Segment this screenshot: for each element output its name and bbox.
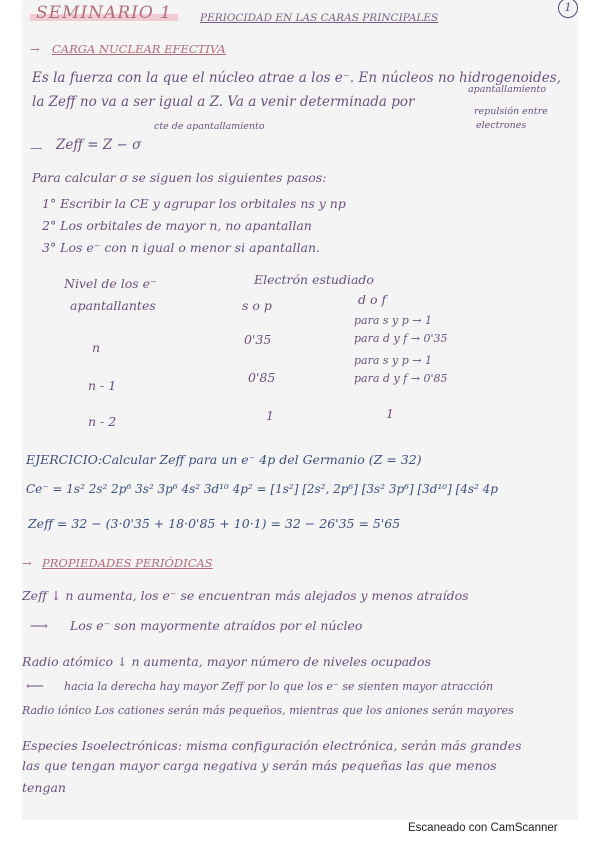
- property-line: Radio atómico ↓ n aumenta, mayor número de niveles ocupados: [22, 654, 432, 669]
- table-header-left: apantallantes: [70, 298, 156, 313]
- margin-note: repulsión entre: [474, 106, 548, 117]
- paragraph-line: la Zeff no va a ser igual a Z. Va a venir determinada por: [32, 94, 415, 110]
- property-line: tengan: [22, 780, 66, 795]
- table-cell-df: para d y f → 0'35: [354, 332, 448, 345]
- section-heading-propiedades: PROPIEDADES PERIÓDICAS: [42, 556, 213, 570]
- formula-note: cte de apantallamiento: [154, 121, 265, 132]
- step-item: 1° Escribir la CE y agrupar los orbitales ns y np: [42, 196, 346, 211]
- scanned-page: [22, 0, 578, 820]
- scanner-watermark: Escaneado con CamScanner: [408, 822, 558, 834]
- property-line: Zeff ↓ n aumenta, los e⁻ se encuentran más alejados y menos atraídos: [22, 588, 469, 603]
- table-col-sp: s o p: [242, 298, 272, 313]
- table-cell-level: n: [92, 340, 101, 355]
- arrow-icon: →: [30, 42, 40, 56]
- steps-intro: Para calcular σ se siguen los siguientes pasos:: [32, 170, 327, 185]
- property-line: Especies Isoelectrónicas: misma configuración electrónica, serán más grandes: [22, 738, 522, 753]
- table-cell-df: para d y f → 0'85: [354, 372, 448, 385]
- exercise-statement: Calcular Zeff para un e⁻ 4p del Germanio (Z = 32): [102, 452, 422, 467]
- property-line: hacia la derecha hay mayor Zeff por lo que los e⁻ se sienten mayor atracción: [64, 680, 494, 693]
- margin-note: electrones: [476, 120, 527, 131]
- paragraph-line: Es la fuerza con la que el núcleo atrae a los e⁻. En núcleos no hidrogenoides,: [32, 70, 561, 86]
- table-cell-sp: 0'35: [244, 332, 272, 347]
- margin-note: apantallamiento: [468, 84, 547, 95]
- arrow-icon: →: [22, 556, 32, 570]
- table-cell-sp: 0'85: [248, 370, 276, 385]
- section-heading-carga: CARGA NUCLEAR EFECTIVA: [52, 42, 226, 56]
- dash-bullet: —: [30, 140, 43, 155]
- table-header-left: Nivel de los e⁻: [64, 276, 157, 291]
- page-title: SEMINARIO 1: [30, 3, 178, 23]
- electron-configuration: Ce⁻ = 1s² 2s² 2p⁶ 3s² 3p⁶ 4s² 3d¹⁰ 4p² = [1s²] [2s², 2p⁶] [3s² 3p⁶] [3d¹⁰] [4s² 4p: [26, 482, 498, 496]
- property-line: Los e⁻ son mayormente atraídos por el núcleo: [70, 618, 363, 633]
- table-cell-df: para s y p → 1: [354, 314, 433, 327]
- table-cell-df: 1: [386, 406, 394, 421]
- table-col-df: d o f: [358, 292, 387, 307]
- zeff-result: Zeff = 32 − (3·0'35 + 18·0'85 + 10·1) = 32 − 26'35 = 5'65: [28, 516, 401, 531]
- table-cell-df: para s y p → 1: [354, 354, 433, 367]
- table-cell-level: n - 2: [88, 414, 117, 429]
- table-cell-sp: 1: [266, 408, 274, 423]
- step-item: 2° Los orbitales de mayor n, no apantallan: [42, 218, 312, 233]
- zeff-formula: Zeff = Z − σ: [56, 137, 142, 153]
- property-line: las que tengan mayor carga negativa y serán más pequeñas las que menos: [22, 758, 497, 773]
- page-number: 1: [558, 0, 578, 18]
- page-subtitle: PERIOCIDAD EN LAS CARAS PRINCIPALES: [200, 12, 439, 24]
- table-header-right: Electrón estudiado: [254, 272, 374, 287]
- property-line: Radio iónico Los cationes serán más pequeños, mientras que los aniones serán mayores: [22, 704, 514, 717]
- step-item: 3° Los e⁻ con n igual o menor si apantallan.: [42, 240, 320, 255]
- arrow-icon: ⟶: [30, 618, 48, 633]
- arrow-icon: ⟵: [26, 678, 44, 693]
- table-cell-level: n - 1: [88, 378, 117, 393]
- exercise-label: EJERCICIO:: [26, 452, 103, 467]
